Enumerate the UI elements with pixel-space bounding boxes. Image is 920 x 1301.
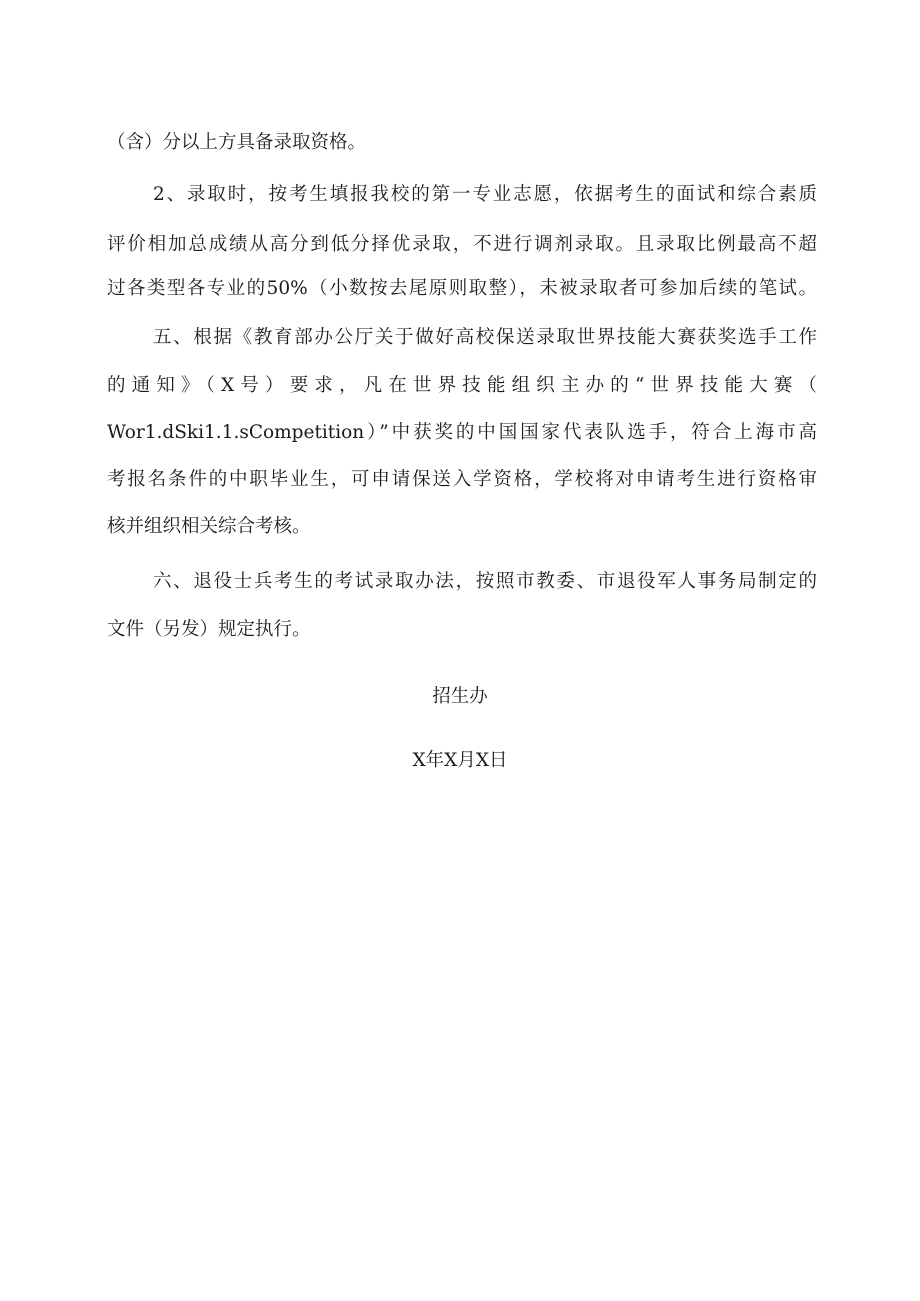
paragraph-line: 五、根据《教育部办公厅关于做好高校保送录取世界技能大赛获奖选手工作 bbox=[153, 327, 817, 348]
paragraph-line: 核并组织相关综合考核。 bbox=[107, 516, 311, 537]
paragraph-line: 的通知》（X号）要求，凡在世界技能组织主办的“世界技能大赛（ bbox=[107, 375, 817, 396]
paragraph-line: （含）分以上方具备录取资格。 bbox=[107, 132, 367, 153]
paragraph-line: 过各类型各专业的50%（小数按去尾原则取整），未被录取者可参加后续的笔试。 bbox=[107, 278, 817, 299]
paragraph-line: 文件（另发）规定执行。 bbox=[107, 619, 311, 640]
signature-office: 招生办 bbox=[432, 686, 488, 707]
signature-date: X年X月X日 bbox=[412, 750, 508, 771]
paragraph-line: Wor1.dSki1.1.sCompetition）”中获奖的中国国家代表队选手，符合上海市高 bbox=[107, 422, 817, 443]
paragraph-line: 六、退役士兵考生的考试录取办法，按照市教委、市退役军人事务局制定的 bbox=[153, 571, 817, 592]
paragraph-line: 2、录取时，按考生填报我校的第一专业志愿，依据考生的面试和综合素质 bbox=[153, 184, 817, 205]
paragraph-line: 考报名条件的中职毕业生，可申请保送入学资格，学校将对申请考生进行资格审 bbox=[107, 469, 817, 490]
paragraph-line: 评价相加总成绩从高分到低分择优录取，不进行调剂录取。且录取比例最高不超 bbox=[107, 234, 817, 255]
